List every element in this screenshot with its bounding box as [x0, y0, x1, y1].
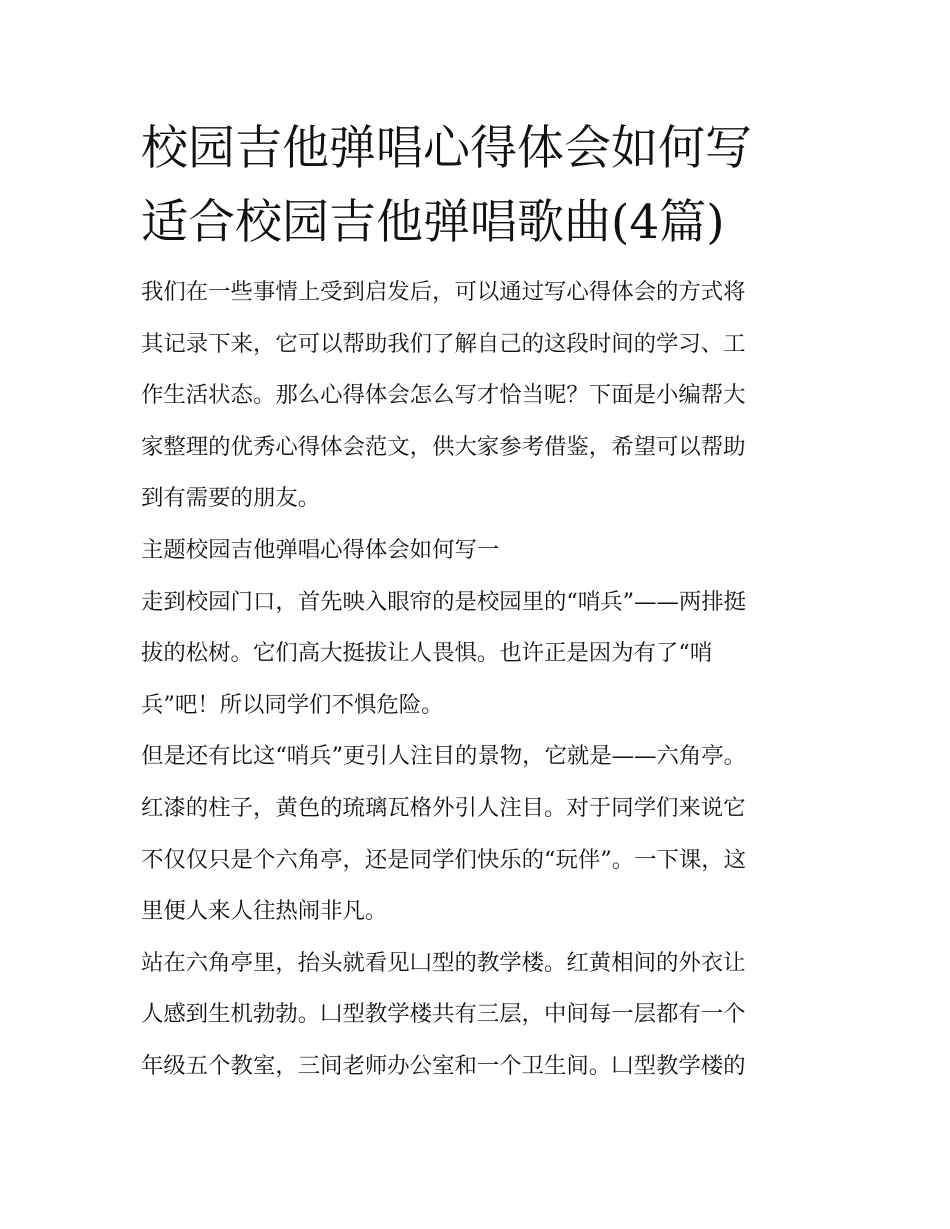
text-line: 拔的松树。它们高大挺拔让人畏惧。也许正是因为有了“哨: [141, 640, 713, 667]
text-line: 但是还有比这“哨兵”更引人注目的景物，它就是——六角亭。: [141, 743, 747, 770]
text-line: 人感到生机勃勃。凵型教学楼共有三层，中间每一层都有一个: [141, 1001, 746, 1028]
text-line: 走到校园门口，首先映入眼帘的是校园里的“哨兵”——两排挺: [141, 588, 747, 615]
text-line: 其记录下来，它可以帮助我们了解自己的这段时间的学习、工: [141, 330, 746, 357]
title-line-1: 校园吉他弹唱心得体会如何写: [141, 121, 752, 176]
text-line: 红漆的柱子，黄色的琉璃瓦格外引人注目。对于同学们来说它: [141, 794, 746, 821]
body-paragraph: [141, 577, 813, 732]
text-line: 站在六角亭里，抬头就看见凵型的教学楼。红黄相间的外衣让: [141, 949, 746, 976]
text-line: 作生活状态。那么心得体会怎么写才恰当呢？下面是小编帮大: [141, 382, 746, 409]
document-content: [141, 112, 813, 1093]
section-heading: [141, 525, 813, 577]
text-line: 不仅仅只是个六角亭，还是同学们快乐的“玩伴”。一下课，这: [141, 846, 747, 873]
text-line: 兵”吧！所以同学们不惧危险。: [141, 691, 444, 718]
body-paragraph: [141, 938, 813, 1093]
text-line: 我们在一些事情上受到启发后，可以通过写心得体会的方式将: [141, 279, 746, 305]
title-line-2: 适合校园吉他弹唱歌曲(4篇): [141, 195, 725, 250]
document-title: [141, 112, 813, 260]
text-line: 家整理的优秀心得体会范文，供大家参考借鉴，希望可以帮助: [141, 433, 746, 460]
body-paragraph: [141, 731, 813, 937]
text-line: 到有需要的朋友。: [141, 485, 321, 512]
intro-paragraph: [141, 267, 813, 525]
text-line: 年级五个教室，三间老师办公室和一个卫生间。凵型教学楼的: [141, 1052, 746, 1079]
text-line: 主题校园吉他弹唱心得体会如何写一: [141, 536, 500, 563]
text-line: 里便人来人往热闹非凡。: [141, 898, 388, 925]
